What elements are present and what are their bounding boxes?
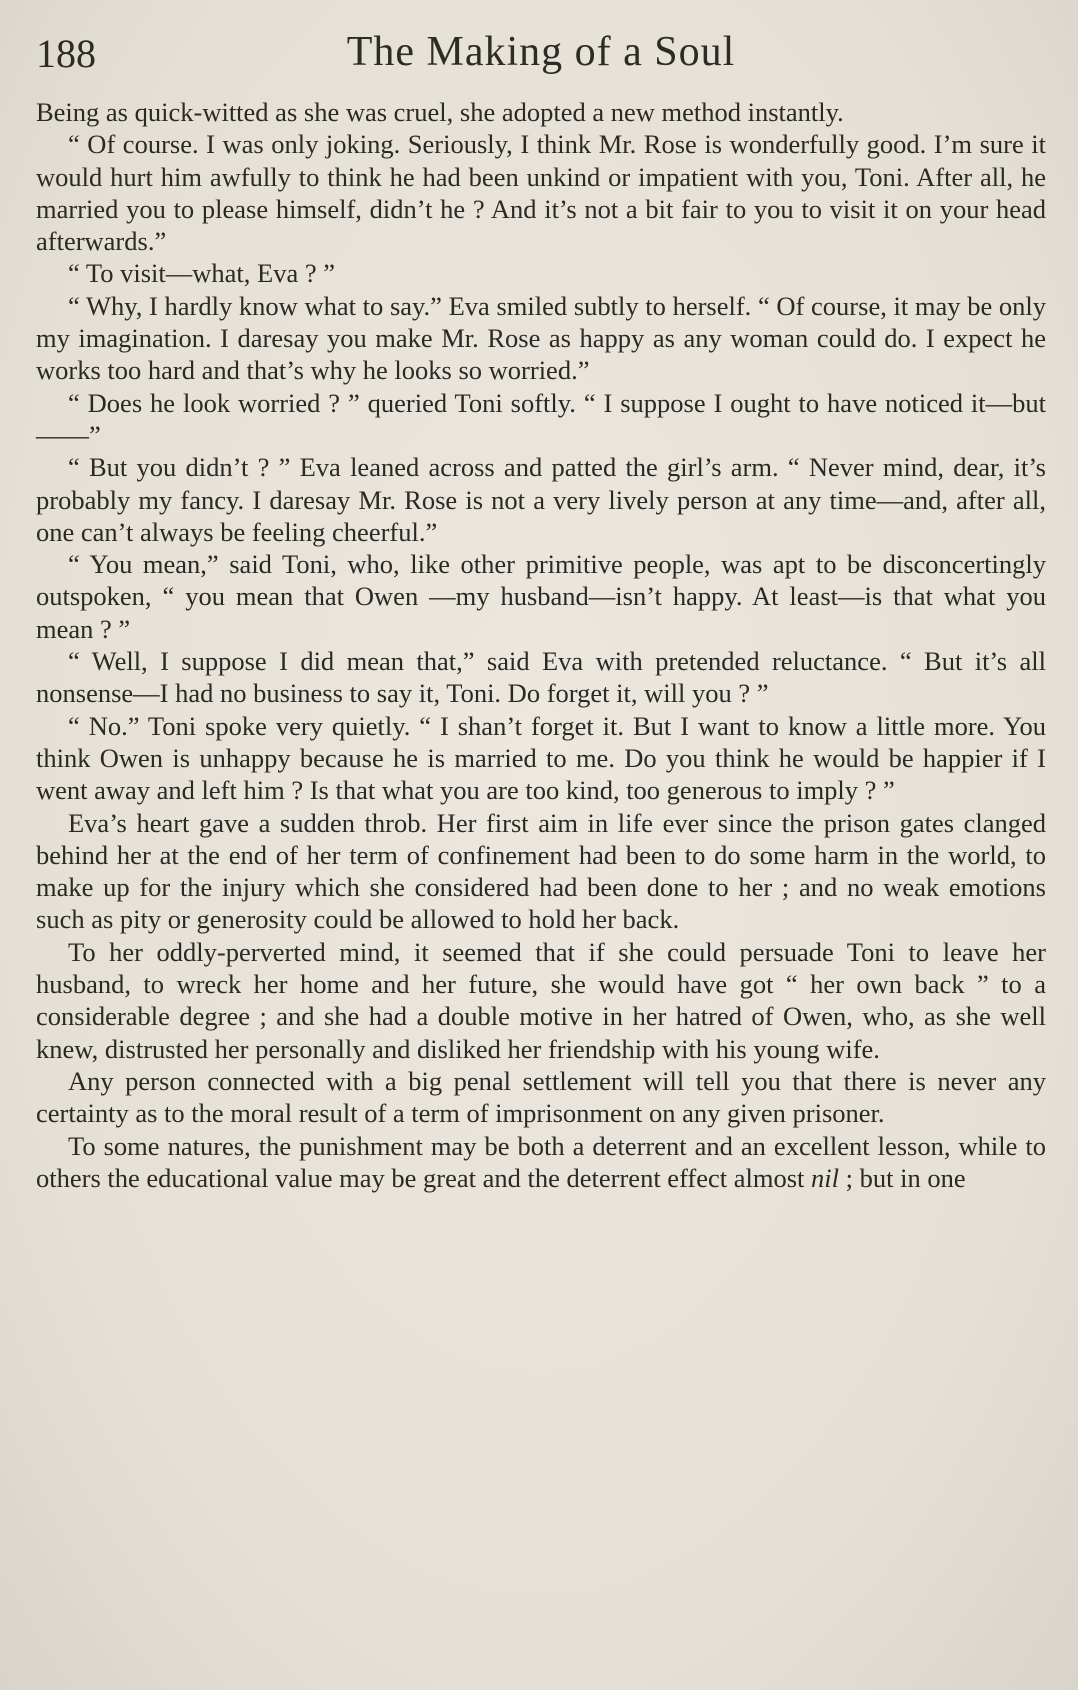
page-header (36, 22, 1046, 92)
body-text (36, 96, 1046, 1194)
page-number: 188 (36, 31, 96, 76)
paragraph: “ But you didn’t ? ” Eva leaned across and patted the girl’s arm. “ Never mind, dear, it’s probably my fancy. I daresay Mr. Rose is not a very lively person at any time—and, after all, one can’t always be feeling cheerful.” (36, 452, 1046, 547)
paragraph: “ You mean,” said Toni, who, like other primitive people, was apt to be disconcertingly outspoken, “ you mean that Owen —my husband—isn’t happy. At least—is that what you mean ? ” (36, 549, 1046, 644)
paragraph: To some natures, the punishment may be both a deterrent and an excellent lesson, while to others the educational value may be great and the deterrent effect almost nil ; but in one (36, 1130, 1046, 1193)
running-title: The Making of a Soul (346, 29, 736, 75)
paragraph: “ Well, I suppose I did mean that,” said Eva with pretended reluctance. “ But it’s all nonsense—I had no business to say it, Toni. Do forget it, will you ? ” (36, 646, 1046, 709)
paragraph: “ No.” Toni spoke very quietly. “ I shan’t forget it. But I want to know a little more. You think Owen is unhappy because he is married to me. Do you think he would be happier if I went away and left him ? Is that what you are too kind, too generous to imply ? ” (36, 710, 1046, 806)
paragraph: “ Why, I hardly know what to say.” Eva smiled subtly to herself. “ Of course, it may be only my imagination. I daresay you make Mr. Rose as happy as any woman could do. I expect he works too hard and that’s why he looks so worried.” (36, 290, 1046, 386)
paragraph: Being as quick-witted as she was cruel, she adopted a new method instantly. (36, 97, 844, 127)
paragraph: “ Of course. I was only joking. Seriously, I think Mr. Rose is wonderfully good. I’m sure it would hurt him awfully to think he had been unkind or impatient with you, Toni. After all, he married you to please himself, didn’t he ? And it’s not a bit fair to you to visit it on your head afterwards.” (36, 129, 1046, 257)
paragraph: “ To visit—what, Eva ? ” (68, 258, 336, 289)
paragraph: To her oddly-perverted mind, it seemed that if she could persuade Toni to leave her husband, to wreck her home and her future, she would have got “ her own back ” to a considerable degree ; and she had a double motive in her hatred of Owen, who, as she well knew, distrusted her personally and disliked her friendship with his young wife. (36, 936, 1046, 1064)
paragraph: Any person connected with a big penal settlement will tell you that there is never any certainty as to the moral result of a term of imprisonment on any given prisoner. (36, 1065, 1046, 1129)
paragraph: “ Does he look worried ? ” queried Toni softly. “ I suppose I ought to have noticed it—but——” (36, 387, 1046, 450)
paragraph: Eva’s heart gave a sudden throb. Her first aim in life ever since the prison gates clanged behind her at the end of her term of confinement had been to do some harm in the world, to make up for the injury which she considered had been done to her ; and no weak emotions such as pity or generosity could be allowed to hold her back. (36, 807, 1046, 935)
